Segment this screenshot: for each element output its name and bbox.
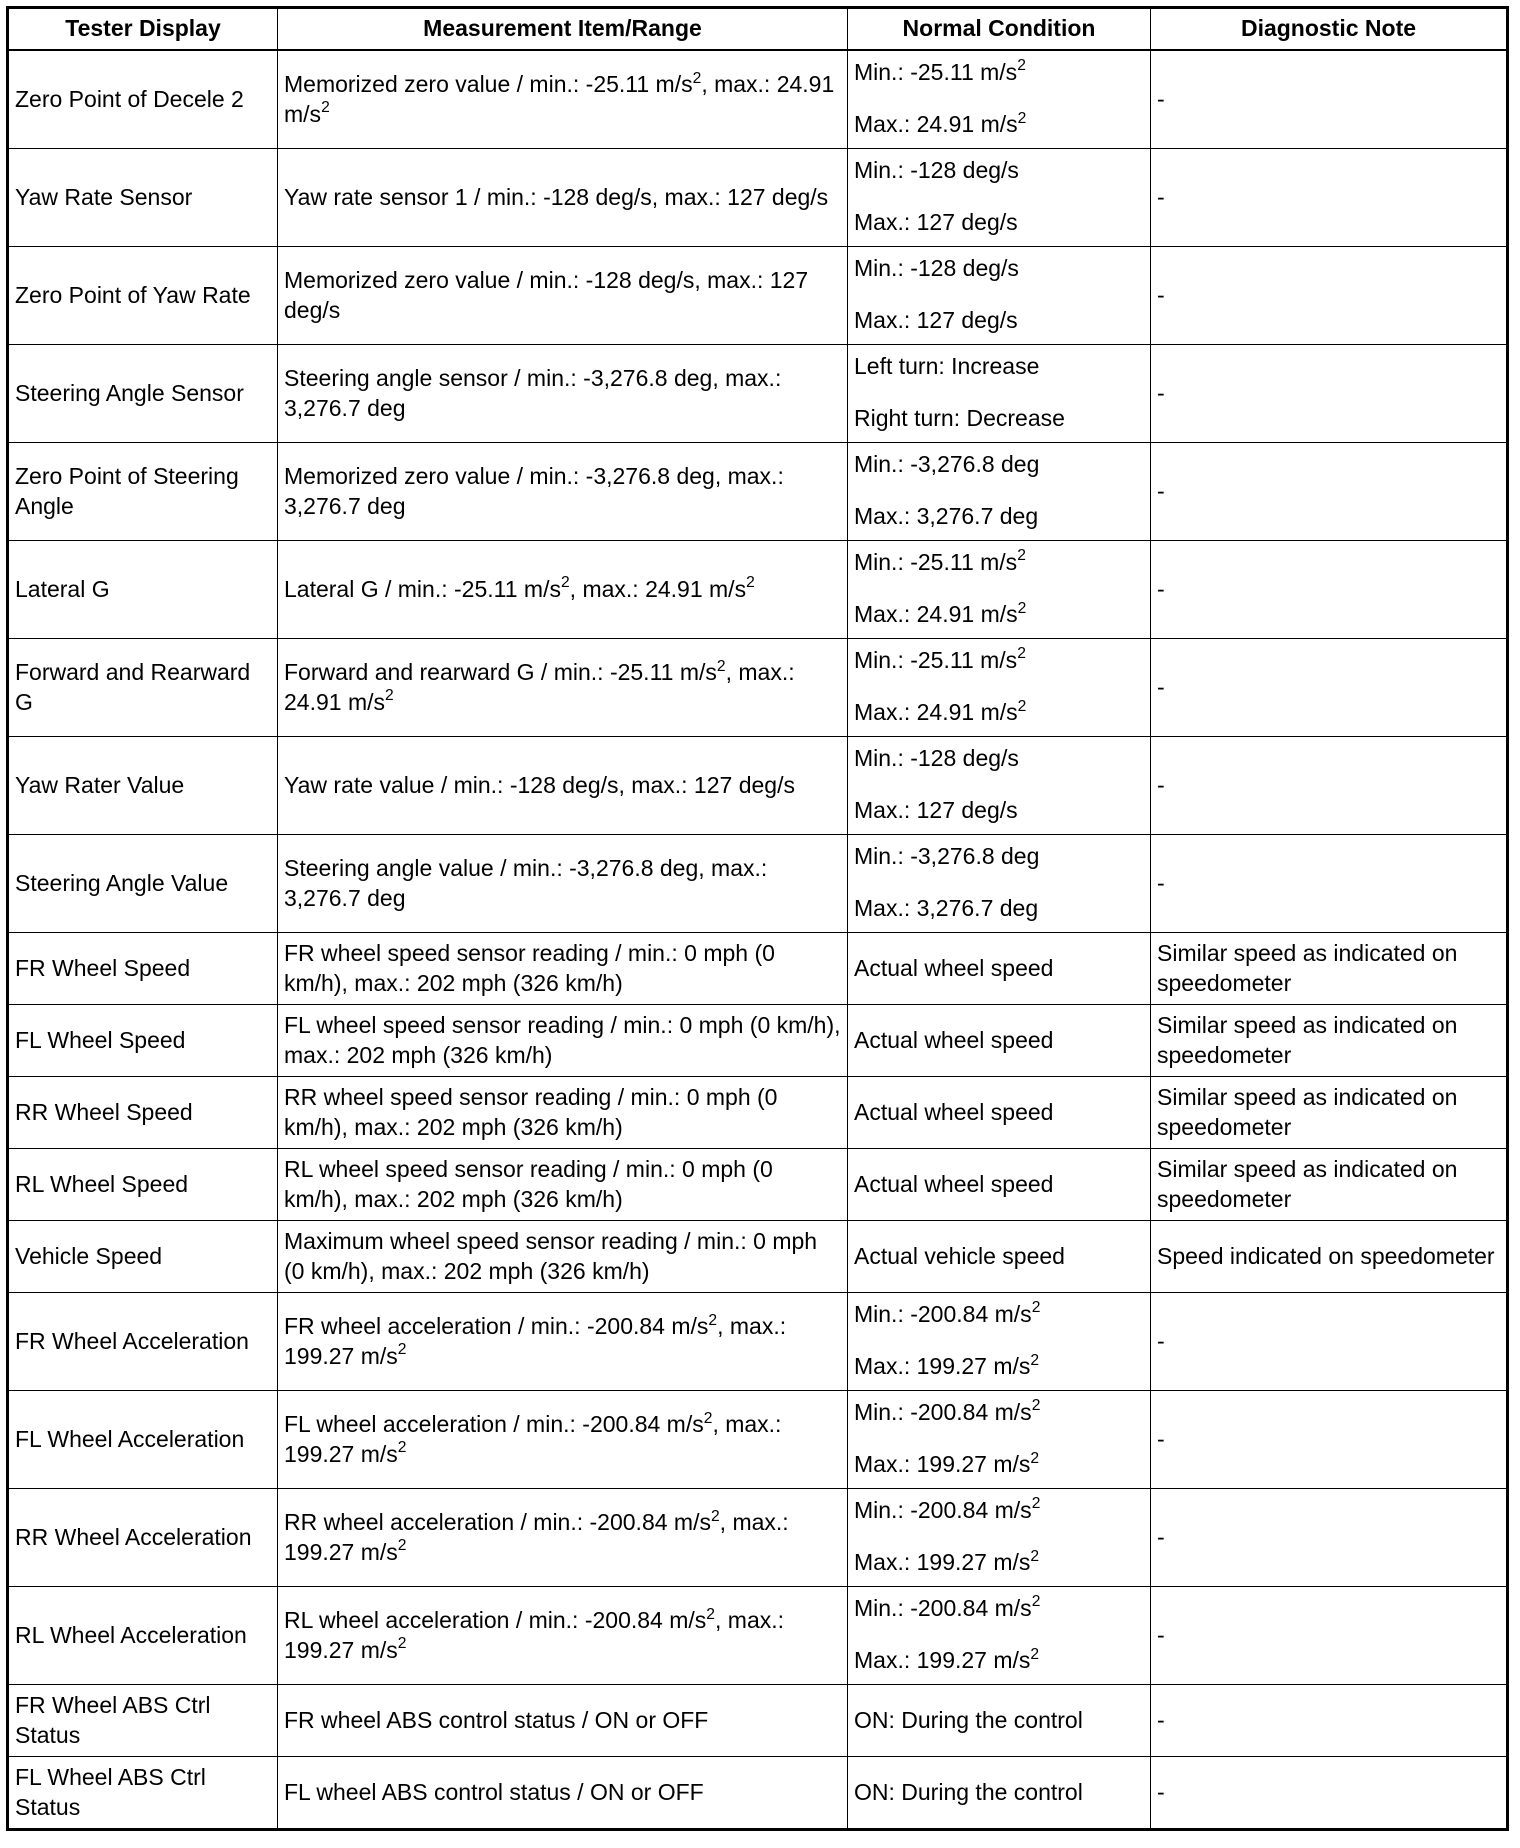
table-header: [8, 8, 1508, 51]
normal-condition-line: Max.: 199.27 $m/s^2$: [854, 1449, 1040, 1478]
measurement-range-cell: FL wheel ABS control status / ON or OFF: [278, 1757, 848, 1830]
normal-condition-cell: [848, 835, 1151, 933]
normal-condition-cell: ON: During the control: [848, 1757, 1151, 1830]
normal-condition-line: Min.: -3,276.8 deg: [854, 842, 1040, 869]
normal-condition-line: Min.: -128 deg/s: [854, 254, 1019, 281]
tester-display-cell: FR Wheel Acceleration: [8, 1293, 278, 1391]
tester-display-cell: Steering Angle Value: [8, 835, 278, 933]
diagnostic-note-cell: -: [1151, 737, 1508, 835]
tester-display-cell: Steering Angle Sensor: [8, 345, 278, 443]
normal-condition-line: Max.: 24.91 $m/s^2$: [854, 697, 1027, 726]
normal-condition-lines: [854, 252, 1144, 340]
tester-display-cell: Yaw Rate Sensor: [8, 149, 278, 247]
normal-condition-line: Max.: 199.27 $m/s^2$: [854, 1547, 1040, 1576]
measurement-range-cell: FL wheel speed sensor reading / min.: 0 mph (0 km/h), max.: 202 mph (326 km/h): [278, 1005, 848, 1077]
diagnostic-note-cell: Similar speed as indicated on speedometer: [1151, 1149, 1508, 1221]
table-row: [8, 149, 1508, 247]
normal-condition-line: Max.: 199.27 $m/s^2$: [854, 1351, 1040, 1380]
normal-condition-line: Min.: -3,276.8 deg: [854, 450, 1040, 477]
diagnostic-note-cell: -: [1151, 1489, 1508, 1587]
table-row: [8, 1077, 1508, 1149]
normal-condition-cell: [848, 247, 1151, 345]
data-list-table: [6, 6, 1509, 1831]
normal-condition-cell: [848, 1489, 1151, 1587]
table-row: [8, 541, 1508, 639]
normal-condition-line: Max.: 3,276.7 deg: [854, 895, 1039, 922]
table-row: [8, 443, 1508, 541]
normal-condition-lines: [854, 154, 1144, 242]
table-row: [8, 1685, 1508, 1757]
tester-display-cell: Zero Point of Steering Angle: [8, 443, 278, 541]
normal-condition-cell: [848, 149, 1151, 247]
measurement-range-cell: Steering angle value / min.: -3,276.8 deg, max.: 3,276.7 deg: [278, 835, 848, 933]
normal-condition-lines: [854, 1494, 1144, 1582]
measurement-range-cell: Maximum wheel speed sensor reading / min.: 0 mph (0 km/h), max.: 202 mph (326 km/h): [278, 1221, 848, 1293]
normal-condition-line: Min.: -200.84 $m/s^2$: [854, 1495, 1041, 1523]
normal-condition-lines: [854, 448, 1144, 536]
table-row: [8, 1149, 1508, 1221]
tester-display-cell: RL Wheel Acceleration: [8, 1587, 278, 1685]
normal-condition-line: Max.: 3,276.7 deg: [854, 503, 1039, 530]
header-diagnostic-note: Diagnostic Note: [1151, 8, 1508, 51]
tester-display-cell: FL Wheel Acceleration: [8, 1391, 278, 1489]
normal-condition-line: Min.: -25.11 $m/s^2$: [854, 547, 1026, 575]
normal-condition-cell: [848, 639, 1151, 737]
normal-condition-line: Min.: -200.84 $m/s^2$: [854, 1593, 1041, 1621]
tester-display-cell: RR Wheel Speed: [8, 1077, 278, 1149]
measurement-range-cell: RR wheel speed sensor reading / min.: 0 mph (0 km/h), max.: 202 mph (326 km/h): [278, 1077, 848, 1149]
tester-display-cell: FL Wheel Speed: [8, 1005, 278, 1077]
tester-display-cell: Zero Point of Decele 2: [8, 50, 278, 149]
tester-display-cell: FR Wheel Speed: [8, 933, 278, 1005]
normal-condition-line: Max.: 24.91 $m/s^2$: [854, 599, 1027, 628]
table-row: [8, 1391, 1508, 1489]
tester-display-cell: RR Wheel Acceleration: [8, 1489, 278, 1587]
diagnostic-note-cell: -: [1151, 541, 1508, 639]
normal-condition-cell: [848, 737, 1151, 835]
diagnostic-note-cell: -: [1151, 639, 1508, 737]
diagnostic-note-cell: -: [1151, 1391, 1508, 1489]
table-row: [8, 737, 1508, 835]
table-row: [8, 247, 1508, 345]
table-row: [8, 1005, 1508, 1077]
normal-condition-line: Min.: -25.11 $m/s^2$: [854, 645, 1026, 673]
normal-condition-cell: [848, 50, 1151, 149]
diagnostic-note-cell: -: [1151, 1587, 1508, 1685]
table-row: [8, 639, 1508, 737]
table-row: [8, 1587, 1508, 1685]
table-row: [8, 1293, 1508, 1391]
measurement-range-cell: Steering angle sensor / min.: -3,276.8 deg, max.: 3,276.7 deg: [278, 345, 848, 443]
table-row: [8, 835, 1508, 933]
normal-condition-cell: Actual wheel speed: [848, 1005, 1151, 1077]
measurement-range-cell: RR wheel acceleration / min.: -200.84 $m/s^2$, max.: 199.27 $m/s^2$: [278, 1489, 848, 1587]
normal-condition-cell: [848, 345, 1151, 443]
header-row: [8, 8, 1508, 51]
normal-condition-lines: [854, 546, 1144, 634]
diagnostic-note-cell: -: [1151, 1293, 1508, 1391]
tester-display-cell: FR Wheel ABS Ctrl Status: [8, 1685, 278, 1757]
tester-display-cell: Vehicle Speed: [8, 1221, 278, 1293]
normal-condition-cell: Actual wheel speed: [848, 1077, 1151, 1149]
table-row: [8, 1757, 1508, 1830]
diagnostic-note-cell: -: [1151, 247, 1508, 345]
normal-condition-line: Min.: -200.84 $m/s^2$: [854, 1299, 1041, 1327]
tester-display-cell: Lateral G: [8, 541, 278, 639]
header-measurement-item-range: Measurement Item/Range: [278, 8, 848, 51]
normal-condition-lines: [854, 1592, 1144, 1680]
normal-condition-lines: [854, 1298, 1144, 1386]
normal-condition-line: Max.: 127 deg/s: [854, 209, 1018, 236]
measurement-range-cell: Memorized zero value / min.: -25.11 $m/s^2$, max.: 24.91 $m/s^2$: [278, 50, 848, 149]
normal-condition-cell: [848, 1587, 1151, 1685]
table-row: [8, 50, 1508, 149]
tester-display-cell: Zero Point of Yaw Rate: [8, 247, 278, 345]
diagnostic-note-cell: Similar speed as indicated on speedometer: [1151, 933, 1508, 1005]
normal-condition-lines: [854, 840, 1144, 928]
normal-condition-cell: Actual wheel speed: [848, 1149, 1151, 1221]
normal-condition-cell: Actual wheel speed: [848, 933, 1151, 1005]
normal-condition-line: Min.: -200.84 $m/s^2$: [854, 1397, 1041, 1425]
tester-display-cell: Yaw Rater Value: [8, 737, 278, 835]
measurement-range-cell: Yaw rate sensor 1 / min.: -128 deg/s, max.: 127 deg/s: [278, 149, 848, 247]
normal-condition-cell: [848, 1391, 1151, 1489]
table-body: [8, 50, 1508, 1830]
table-row: [8, 933, 1508, 1005]
diagnostic-note-cell: -: [1151, 50, 1508, 149]
measurement-range-cell: Memorized zero value / min.: -128 deg/s, max.: 127 deg/s: [278, 247, 848, 345]
normal-condition-line: Min.: -128 deg/s: [854, 744, 1019, 771]
diagnostic-note-cell: -: [1151, 1685, 1508, 1757]
diagnostic-note-cell: -: [1151, 443, 1508, 541]
normal-condition-lines: [854, 742, 1144, 830]
header-normal-condition: Normal Condition: [848, 8, 1151, 51]
header-tester-display: Tester Display: [8, 8, 278, 51]
tester-display-cell: RL Wheel Speed: [8, 1149, 278, 1221]
normal-condition-lines: [854, 350, 1144, 438]
normal-condition-lines: [854, 1396, 1144, 1484]
table-row: [8, 1489, 1508, 1587]
normal-condition-line: Left turn: Increase: [854, 352, 1040, 379]
measurement-range-cell: FL wheel acceleration / min.: -200.84 $m/s^2$, max.: 199.27 $m/s^2$: [278, 1391, 848, 1489]
normal-condition-line: Min.: -25.11 $m/s^2$: [854, 57, 1026, 85]
measurement-range-cell: FR wheel acceleration / min.: -200.84 $m/s^2$, max.: 199.27 $m/s^2$: [278, 1293, 848, 1391]
table-row: [8, 1221, 1508, 1293]
normal-condition-cell: ON: During the control: [848, 1685, 1151, 1757]
table-row: [8, 345, 1508, 443]
measurement-range-cell: FR wheel speed sensor reading / min.: 0 mph (0 km/h), max.: 202 mph (326 km/h): [278, 933, 848, 1005]
normal-condition-cell: [848, 443, 1151, 541]
normal-condition-line: Min.: -128 deg/s: [854, 156, 1019, 183]
measurement-range-cell: FR wheel ABS control status / ON or OFF: [278, 1685, 848, 1757]
normal-condition-line: Max.: 24.91 $m/s^2$: [854, 109, 1027, 138]
diagnostic-note-cell: Similar speed as indicated on speedometer: [1151, 1077, 1508, 1149]
diagnostic-note-cell: Similar speed as indicated on speedometer: [1151, 1005, 1508, 1077]
measurement-range-cell: Lateral G / min.: -25.11 $m/s^2$, max.: 24.91 $m/s^2$: [278, 541, 848, 639]
measurement-range-cell: Memorized zero value / min.: -3,276.8 deg, max.: 3,276.7 deg: [278, 443, 848, 541]
document-page: [6, 6, 1509, 1831]
measurement-range-cell: Yaw rate value / min.: -128 deg/s, max.: 127 deg/s: [278, 737, 848, 835]
normal-condition-cell: Actual vehicle speed: [848, 1221, 1151, 1293]
diagnostic-note-cell: -: [1151, 1757, 1508, 1830]
diagnostic-note-cell: -: [1151, 835, 1508, 933]
tester-display-cell: FL Wheel ABS Ctrl Status: [8, 1757, 278, 1830]
normal-condition-cell: [848, 1293, 1151, 1391]
normal-condition-lines: [854, 56, 1144, 144]
normal-condition-cell: [848, 541, 1151, 639]
measurement-range-cell: RL wheel acceleration / min.: -200.84 $m/s^2$, max.: 199.27 $m/s^2$: [278, 1587, 848, 1685]
tester-display-cell: Forward and Rearward G: [8, 639, 278, 737]
diagnostic-note-cell: -: [1151, 345, 1508, 443]
diagnostic-note-cell: Speed indicated on speedometer: [1151, 1221, 1508, 1293]
normal-condition-line: Max.: 199.27 $m/s^2$: [854, 1645, 1040, 1674]
normal-condition-line: Max.: 127 deg/s: [854, 307, 1018, 334]
diagnostic-note-cell: -: [1151, 149, 1508, 247]
measurement-range-cell: RL wheel speed sensor reading / min.: 0 mph (0 km/h), max.: 202 mph (326 km/h): [278, 1149, 848, 1221]
measurement-range-cell: Forward and rearward G / min.: -25.11 $m/s^2$, max.: 24.91 $m/s^2$: [278, 639, 848, 737]
normal-condition-line: Right turn: Decrease: [854, 405, 1065, 432]
normal-condition-lines: [854, 644, 1144, 732]
normal-condition-line: Max.: 127 deg/s: [854, 797, 1018, 824]
